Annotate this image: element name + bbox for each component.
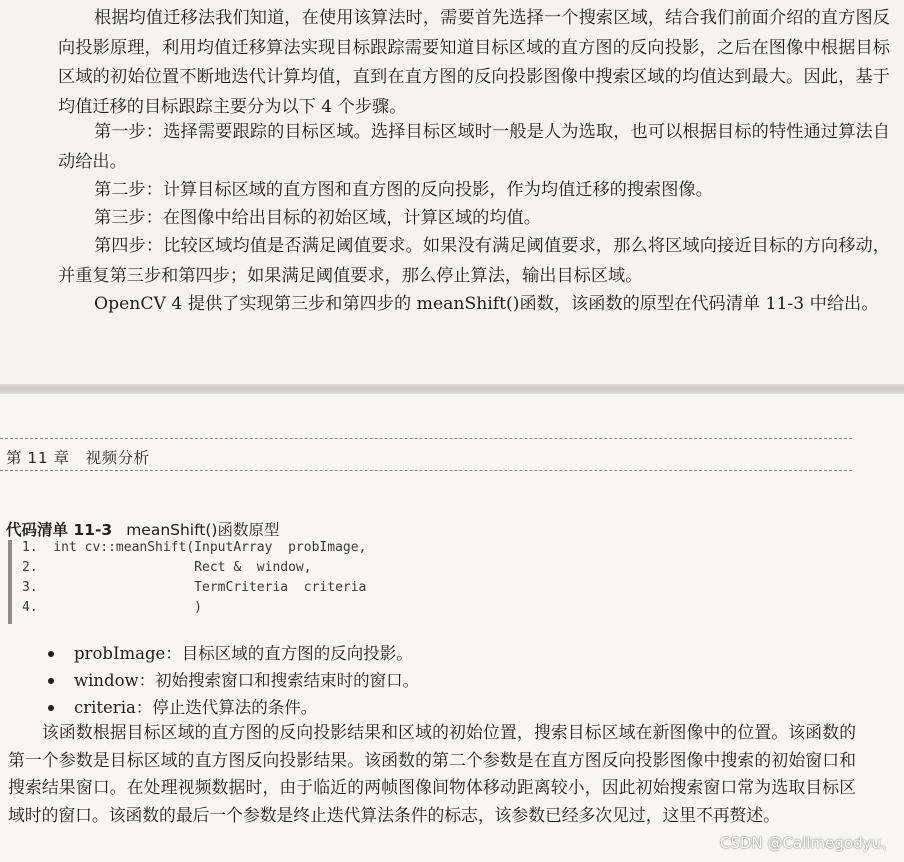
- listing-label: 代码清单 11-3: [6, 521, 113, 539]
- bullet-dot-icon: [48, 678, 54, 684]
- bullet-dot-icon: [48, 705, 54, 711]
- step-two-paragraph: 第二步：计算目标区域的直方图和直方图的反向投影，作为均值迁移的搜索图像。: [94, 180, 713, 200]
- chapter-header: 第 11 章 视频分析: [6, 449, 150, 467]
- step-one-paragraph: 第一步：选择需要跟踪的目标区域。选择目标区域时一般是人为选取，也可以根据目标的特性通过算法自动给出。: [58, 122, 890, 172]
- bullet-text: criteria：停止迭代算法的条件。: [74, 698, 318, 717]
- list-item: [48, 694, 419, 721]
- intro-paragraph: 根据均值迁移法我们知道，在使用该算法时，需要首先选择一个搜索区域，结合我们前面介绍的直方图反向投影原理，利用均值迁移算法实现目标跟踪需要知道目标区域的直方图的反向投影，之后在图像中根据目标区域的初始位置不断地迭代计算均值，直到在直方图的反向投影图像中搜索区域的均值达到最大。因此，基于均值迁移的目标跟踪主要分为以下 4 个步骤。: [58, 8, 890, 117]
- list-item: [48, 640, 419, 667]
- header-rule-bottom: [0, 470, 852, 471]
- parameter-list: [48, 640, 419, 721]
- bullet-text: probImage：目标区域的直方图的反向投影。: [74, 644, 413, 663]
- code-block: [8, 540, 452, 624]
- code-line: 2. Rect & window,: [22, 560, 312, 575]
- step-three-paragraph: 第三步：在图像中给出目标的初始区域，计算区域的均值。: [94, 208, 541, 228]
- listing-name: meanShift()函数原型: [126, 521, 280, 539]
- step-four-paragraph: 第四步：比较区域均值是否满足阈值要求。如果没有满足阈值要求，那么将区域向接近目标的方向移动，并重复第三步和第四步；如果满足阈值要求，那么停止算法，输出目标区域。: [58, 236, 890, 286]
- bullet-text: window：初始搜索窗口和搜索结束时的窗口。: [74, 671, 420, 690]
- code-line: 1. int cv::meanShift(InputArray probImage,: [22, 540, 367, 555]
- code-line: 3. TermCriteria criteria: [22, 580, 367, 595]
- code-line: 4. ): [22, 600, 203, 615]
- code-listing-title: [6, 518, 279, 540]
- list-item: [48, 667, 419, 694]
- lower-page-scan: [0, 394, 904, 862]
- explanation-paragraph: 该函数根据目标区域的直方图的反向投影结果和区域的初始位置，搜索目标区域在新图像中的位置。该函数的第一个参数是目标区域的直方图反向投影结果。该函数的第二个参数是在直方图反向投影图像中搜索的初始窗口和搜索结果窗口。在处理视频数据时，由于临近的两帧图像间物体移动距离较小，因此初始搜索窗口常为选取目标区域时的窗口。该函数的最后一个参数是终止迭代算法条件的标志，该参数已经多次见过，这里不再赘述。: [8, 722, 856, 825]
- bullet-dot-icon: [48, 651, 54, 657]
- upper-page-scan: [0, 0, 904, 384]
- csdn-watermark: CSDN @Callmegodyu、: [720, 834, 896, 852]
- header-rule-top: [0, 438, 852, 439]
- opencv-paragraph: OpenCV 4 提供了实现第三步和第四步的 meanShift()函数，该函数的原型在代码清单 11-3 中给出。: [94, 294, 879, 314]
- page-gap-divider: [0, 384, 904, 394]
